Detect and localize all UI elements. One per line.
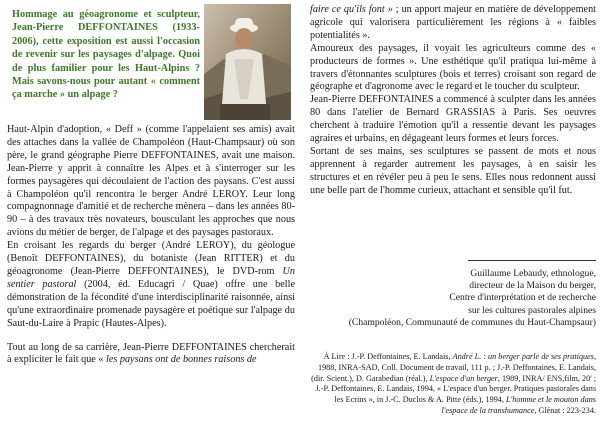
reference-title-3: L'homme et le mouton dans l'espace de la transhumance (441, 395, 596, 415)
dvd-title: Un sentier pastoral (7, 265, 295, 290)
left-paragraph-2-start: En croisant les regards du berger (André LEROY), du géologue (Benoît DEFFONTAINES), du botaniste (Jean RITTER) et du géoagronome (Jean-Pierre DEFFONTAINES), le DVD-rom (7, 240, 295, 277)
left-column (7, 0, 295, 367)
left-paragraph-2 (7, 240, 295, 330)
reference-title-2: L'espace d'un berger (429, 373, 498, 383)
right-paragraph-1-quote: faire ce qu'ils font (310, 4, 385, 15)
signature-block (310, 268, 596, 329)
right-paragraph-3: Jean-Pierre DEFFONTAINES a commencé à sculpter dans les années 80 dans l'atelier de Bernard GRASSIAS à Paris. Ses oeuvres cherchent à traduire l'émotion qu'il a ressentie devant les paysages agraires et urbains, en dégageant leurs formes et leurs forces. (310, 94, 596, 145)
signature-line-5: (Champoléon, Communauté de communes du Haut-Champsaur) (348, 316, 596, 328)
left-paragraph-2-end: (2004, éd. Educagri / Quae) offre une belle démonstration de la fécondité d'une interdisciplinarité raisonnée, ainsi qu'une extraordinaire promenade paysagère et poétique sur l'alpage du Saut-du-Laire à Prapic (Hautes-Alpes). (7, 278, 295, 329)
signature-divider (468, 260, 596, 261)
signature-line-4: sur les cultures pastorales alpines (468, 304, 596, 316)
right-paragraph-1 (310, 4, 596, 43)
reference-part-4: , Glénat : 223-234. (534, 405, 596, 415)
portrait-photo-image (204, 4, 291, 120)
signature-line-3: Centre d'interprétation et de recherche (449, 292, 596, 304)
left-paragraph-3-quote: les paysans ont de bonnes raisons de (106, 354, 257, 366)
right-paragraph-4: Sortant de ses mains, ses sculptures se passent de mots et nous apprennent à regarder autrement les paysages, à en saisir les structures et en révéler peu à peu le sens. Elles nous redonnent aussi une belle part de l'homme curieux, attachant et sensible qu'il fut. (310, 145, 596, 196)
right-paragraph-2: Amoureux des paysages, il voyait les agriculteurs comme des « producteurs de formes ». Une esthétique qu'il pratiqua lui-même à travers d'étonnantes sculptures (bois et terres) croisant son regard de géographe et d'agronome avec le regard et le toucher du sculpteur. (310, 42, 596, 93)
right-column (310, 4, 596, 198)
references-block (310, 352, 596, 417)
reference-part-3: , 1989, INRA/ ENS,film, 20' ; J.-P. Deffontaines, E. Landais, 1994, « L'espace d'un berger. Pratiques pastorales dans les Ecrins », in J.-C. Duclos & A. Pitte (éds.), 1994, (315, 373, 596, 405)
reference-part-2: , 1988, INRA-SAD, Coll. Document de travail, 111 p. ; J.-P. Deffontaines, E. Landais, (dir. Scient.), D. Garabedian (réal.), (311, 352, 596, 383)
signature-line-1: Guillaume Lebaudy, ethnologue, (470, 268, 596, 279)
intro-box (7, 0, 295, 124)
left-paragraph-3 (7, 342, 295, 368)
portrait-photo (204, 4, 291, 120)
left-paragraph-1: Haut-Alpin d'adoption, « Deff » (comme l'appelaient ses amis) avait des attaches dans la vallée de Champoléon (Haut-Champsaur) où son père, le grand géographe Pierre DEFFONTAINES, avait une maison. Jean-Pierre y apprit à connaître les Alpes et à s'interroger sur les formes paysagères qui découlaient de l'action des paysans. C'est aussi à Champoléon qu'il rencontra le berger André LEROY. Leur long compagnonnage d'amitié et de recherche mènera – dans les années 80-90 – à des travaux très novateurs, bousculant les approches que nous avions du métier de berger, de l'alpage et des paysages pastoraux. (7, 124, 295, 239)
left-paragraph-3-start: Tout au long de sa carrière, Jean-Pierre DEFFONTAINES chercherait à expliciter le fait que « (7, 341, 295, 366)
reference-part-1: À Lire : J.-P. Deffontaines, E. Landais, (323, 352, 453, 361)
signature-line-2: directeur de la Maison du berger, (469, 280, 596, 292)
right-paragraph-1-end: » ; un apport majeur en matière de développement agricole qui valorisera particulièrement les régions à « faibles potentialités ». (310, 4, 596, 41)
reference-title-1: André L. : un berger parle de ses pratiques (452, 352, 594, 361)
intro-text: Hommage au géoagronome et sculpteur, Jean-Pierre DEFFONTAINES (1933-2006), cette exposition est aussi l'occasion de revenir sur les paysages d'alpage. Quoi de plus familier pour les Haut-Alpins ? Mais savons-nous pour autant « comment ça marche » un alpage ? (12, 9, 200, 101)
